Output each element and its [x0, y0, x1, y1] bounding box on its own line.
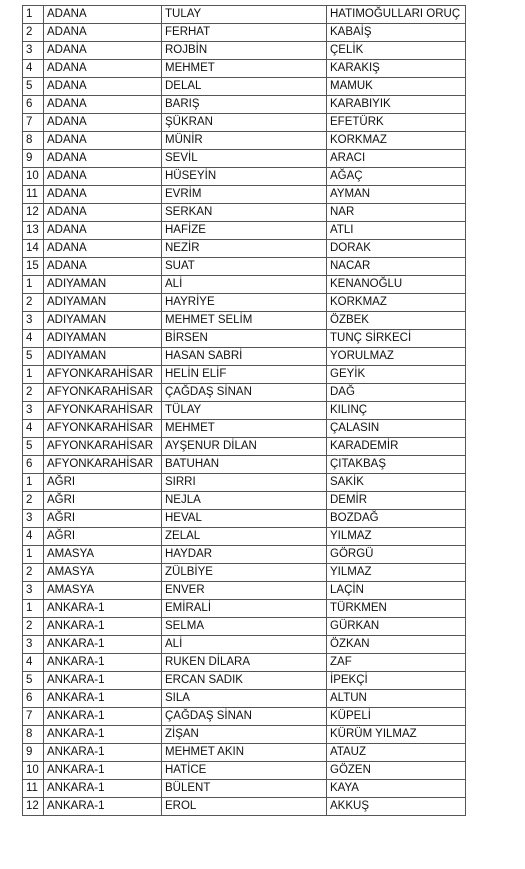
- first-name-cell: ÇAĞDAŞ SİNAN: [162, 384, 327, 402]
- first-name-cell: HELİN ELİF: [162, 366, 327, 384]
- province-cell: ADANA: [44, 204, 162, 222]
- last-name-cell: BOZDAĞ: [327, 510, 466, 528]
- first-name-cell: HAYDAR: [162, 546, 327, 564]
- province-cell: ADANA: [44, 240, 162, 258]
- province-cell: ADANA: [44, 42, 162, 60]
- row-number-cell: 5: [23, 348, 44, 366]
- table-row: [23, 582, 466, 600]
- first-name-cell: BİRSEN: [162, 330, 327, 348]
- table-row: [23, 6, 466, 24]
- last-name-cell: KÜPELİ: [327, 708, 466, 726]
- row-number-cell: 7: [23, 708, 44, 726]
- last-name-cell: GÖRGÜ: [327, 546, 466, 564]
- province-cell: ADIYAMAN: [44, 330, 162, 348]
- row-number-cell: 3: [23, 42, 44, 60]
- last-name-cell: KORKMAZ: [327, 132, 466, 150]
- province-cell: AĞRI: [44, 474, 162, 492]
- table-row: [23, 24, 466, 42]
- row-number-cell: 1: [23, 546, 44, 564]
- table-row: [23, 744, 466, 762]
- row-number-cell: 10: [23, 168, 44, 186]
- table-row: [23, 276, 466, 294]
- table-row: [23, 222, 466, 240]
- last-name-cell: YILMAZ: [327, 564, 466, 582]
- first-name-cell: MEHMET: [162, 60, 327, 78]
- last-name-cell: GÜRKAN: [327, 618, 466, 636]
- table-row: [23, 366, 466, 384]
- row-number-cell: 5: [23, 438, 44, 456]
- row-number-cell: 3: [23, 402, 44, 420]
- row-number-cell: 12: [23, 204, 44, 222]
- province-cell: ADIYAMAN: [44, 312, 162, 330]
- table-row: [23, 456, 466, 474]
- first-name-cell: DELAL: [162, 78, 327, 96]
- province-cell: ANKARA-1: [44, 762, 162, 780]
- table-row: [23, 798, 466, 816]
- table-row: [23, 780, 466, 798]
- row-number-cell: 1: [23, 366, 44, 384]
- last-name-cell: KORKMAZ: [327, 294, 466, 312]
- row-number-cell: 13: [23, 222, 44, 240]
- table-row: [23, 42, 466, 60]
- table-row: [23, 402, 466, 420]
- table-row: [23, 420, 466, 438]
- table-row: [23, 510, 466, 528]
- province-cell: ANKARA-1: [44, 672, 162, 690]
- province-cell: AĞRI: [44, 510, 162, 528]
- row-number-cell: 2: [23, 492, 44, 510]
- province-cell: AFYONKARAHİSAR: [44, 438, 162, 456]
- last-name-cell: KARABIYIK: [327, 96, 466, 114]
- row-number-cell: 2: [23, 618, 44, 636]
- table-row: [23, 564, 466, 582]
- row-number-cell: 5: [23, 78, 44, 96]
- table-row: [23, 474, 466, 492]
- table-row: [23, 312, 466, 330]
- last-name-cell: AKKUŞ: [327, 798, 466, 816]
- last-name-cell: KÜRÜM YILMAZ: [327, 726, 466, 744]
- province-cell: ADIYAMAN: [44, 294, 162, 312]
- last-name-cell: NACAR: [327, 258, 466, 276]
- table-row: [23, 618, 466, 636]
- last-name-cell: NAR: [327, 204, 466, 222]
- row-number-cell: 6: [23, 456, 44, 474]
- row-number-cell: 8: [23, 726, 44, 744]
- province-cell: ADANA: [44, 78, 162, 96]
- province-cell: ADANA: [44, 6, 162, 24]
- last-name-cell: LAÇİN: [327, 582, 466, 600]
- last-name-cell: KAYA: [327, 780, 466, 798]
- table-row: [23, 204, 466, 222]
- last-name-cell: ÇALASIN: [327, 420, 466, 438]
- province-cell: AMASYA: [44, 564, 162, 582]
- table-row: [23, 762, 466, 780]
- last-name-cell: TUNÇ SİRKECİ: [327, 330, 466, 348]
- table-row: [23, 294, 466, 312]
- first-name-cell: BÜLENT: [162, 780, 327, 798]
- first-name-cell: ÇAĞDAŞ SİNAN: [162, 708, 327, 726]
- province-cell: ADANA: [44, 222, 162, 240]
- first-name-cell: EMİRALİ: [162, 600, 327, 618]
- last-name-cell: KILINÇ: [327, 402, 466, 420]
- first-name-cell: HAYRİYE: [162, 294, 327, 312]
- first-name-cell: MEHMET SELİM: [162, 312, 327, 330]
- first-name-cell: SELMA: [162, 618, 327, 636]
- table-row: [23, 348, 466, 366]
- row-number-cell: 4: [23, 420, 44, 438]
- row-number-cell: 4: [23, 330, 44, 348]
- first-name-cell: EROL: [162, 798, 327, 816]
- first-name-cell: ZELAL: [162, 528, 327, 546]
- province-cell: ANKARA-1: [44, 690, 162, 708]
- table-row: [23, 492, 466, 510]
- first-name-cell: EVRİM: [162, 186, 327, 204]
- first-name-cell: ALİ: [162, 276, 327, 294]
- last-name-cell: DEMİR: [327, 492, 466, 510]
- row-number-cell: 9: [23, 150, 44, 168]
- last-name-cell: HATIMOĞULLARI ORUÇ: [327, 6, 466, 24]
- table-row: [23, 132, 466, 150]
- province-cell: AFYONKARAHİSAR: [44, 402, 162, 420]
- table-row: [23, 726, 466, 744]
- row-number-cell: 6: [23, 690, 44, 708]
- last-name-cell: YORULMAZ: [327, 348, 466, 366]
- province-cell: AĞRI: [44, 528, 162, 546]
- table-row: [23, 438, 466, 456]
- last-name-cell: KARADEMİR: [327, 438, 466, 456]
- row-number-cell: 8: [23, 132, 44, 150]
- table-row: [23, 258, 466, 276]
- row-number-cell: 4: [23, 654, 44, 672]
- province-cell: ADANA: [44, 60, 162, 78]
- row-number-cell: 2: [23, 24, 44, 42]
- province-cell: AMASYA: [44, 546, 162, 564]
- first-name-cell: ŞÜKRAN: [162, 114, 327, 132]
- first-name-cell: SEVİL: [162, 150, 327, 168]
- table-row: [23, 240, 466, 258]
- row-number-cell: 3: [23, 582, 44, 600]
- first-name-cell: SERKAN: [162, 204, 327, 222]
- last-name-cell: KARAKIŞ: [327, 60, 466, 78]
- first-name-cell: SILA: [162, 690, 327, 708]
- last-name-cell: AĞAÇ: [327, 168, 466, 186]
- candidate-table-body: [23, 6, 466, 816]
- province-cell: ADIYAMAN: [44, 276, 162, 294]
- province-cell: ANKARA-1: [44, 708, 162, 726]
- row-number-cell: 2: [23, 564, 44, 582]
- first-name-cell: HÜSEYİN: [162, 168, 327, 186]
- row-number-cell: 5: [23, 672, 44, 690]
- last-name-cell: YILMAZ: [327, 528, 466, 546]
- row-number-cell: 11: [23, 186, 44, 204]
- first-name-cell: ENVER: [162, 582, 327, 600]
- row-number-cell: 15: [23, 258, 44, 276]
- table-row: [23, 384, 466, 402]
- province-cell: ADANA: [44, 150, 162, 168]
- table-row: [23, 672, 466, 690]
- first-name-cell: HASAN SABRİ: [162, 348, 327, 366]
- province-cell: AFYONKARAHİSAR: [44, 420, 162, 438]
- last-name-cell: ÇELİK: [327, 42, 466, 60]
- last-name-cell: ALTUN: [327, 690, 466, 708]
- row-number-cell: 1: [23, 6, 44, 24]
- table-row: [23, 528, 466, 546]
- province-cell: ADANA: [44, 258, 162, 276]
- first-name-cell: BARIŞ: [162, 96, 327, 114]
- row-number-cell: 2: [23, 294, 44, 312]
- first-name-cell: TULAY: [162, 6, 327, 24]
- row-number-cell: 4: [23, 60, 44, 78]
- row-number-cell: 3: [23, 636, 44, 654]
- row-number-cell: 4: [23, 528, 44, 546]
- last-name-cell: ZAF: [327, 654, 466, 672]
- row-number-cell: 1: [23, 276, 44, 294]
- row-number-cell: 7: [23, 114, 44, 132]
- row-number-cell: 1: [23, 600, 44, 618]
- province-cell: AFYONKARAHİSAR: [44, 384, 162, 402]
- last-name-cell: KABAİŞ: [327, 24, 466, 42]
- province-cell: ANKARA-1: [44, 618, 162, 636]
- last-name-cell: ATLI: [327, 222, 466, 240]
- province-cell: ADIYAMAN: [44, 348, 162, 366]
- table-row: [23, 186, 466, 204]
- first-name-cell: FERHAT: [162, 24, 327, 42]
- province-cell: ANKARA-1: [44, 798, 162, 816]
- province-cell: ANKARA-1: [44, 600, 162, 618]
- first-name-cell: ERCAN SADIK: [162, 672, 327, 690]
- table-row: [23, 78, 466, 96]
- table-row: [23, 654, 466, 672]
- table-row: [23, 636, 466, 654]
- last-name-cell: ÇITAKBAŞ: [327, 456, 466, 474]
- table-row: [23, 150, 466, 168]
- table-row: [23, 96, 466, 114]
- last-name-cell: AYMAN: [327, 186, 466, 204]
- first-name-cell: ZÜLBİYE: [162, 564, 327, 582]
- first-name-cell: HEVAL: [162, 510, 327, 528]
- province-cell: ADANA: [44, 168, 162, 186]
- first-name-cell: ALİ: [162, 636, 327, 654]
- last-name-cell: ATAUZ: [327, 744, 466, 762]
- last-name-cell: EFETÜRK: [327, 114, 466, 132]
- row-number-cell: 1: [23, 474, 44, 492]
- last-name-cell: ARACI: [327, 150, 466, 168]
- first-name-cell: NEJLA: [162, 492, 327, 510]
- last-name-cell: ÖZKAN: [327, 636, 466, 654]
- province-cell: AFYONKARAHİSAR: [44, 456, 162, 474]
- row-number-cell: 2: [23, 384, 44, 402]
- first-name-cell: ZİŞAN: [162, 726, 327, 744]
- first-name-cell: MEHMET AKIN: [162, 744, 327, 762]
- province-cell: AFYONKARAHİSAR: [44, 366, 162, 384]
- first-name-cell: RUKEN DİLARA: [162, 654, 327, 672]
- province-cell: ADANA: [44, 186, 162, 204]
- first-name-cell: HATİCE: [162, 762, 327, 780]
- first-name-cell: ROJBİN: [162, 42, 327, 60]
- last-name-cell: MAMUK: [327, 78, 466, 96]
- row-number-cell: 6: [23, 96, 44, 114]
- table-row: [23, 546, 466, 564]
- last-name-cell: DAĞ: [327, 384, 466, 402]
- last-name-cell: GÖZEN: [327, 762, 466, 780]
- last-name-cell: TÜRKMEN: [327, 600, 466, 618]
- first-name-cell: HAFİZE: [162, 222, 327, 240]
- first-name-cell: TÜLAY: [162, 402, 327, 420]
- row-number-cell: 11: [23, 780, 44, 798]
- province-cell: ADANA: [44, 96, 162, 114]
- province-cell: ANKARA-1: [44, 780, 162, 798]
- row-number-cell: 3: [23, 510, 44, 528]
- province-cell: ADANA: [44, 114, 162, 132]
- candidate-table: [22, 5, 466, 816]
- province-cell: AMASYA: [44, 582, 162, 600]
- province-cell: ANKARA-1: [44, 726, 162, 744]
- province-cell: AĞRI: [44, 492, 162, 510]
- first-name-cell: SUAT: [162, 258, 327, 276]
- table-row: [23, 690, 466, 708]
- row-number-cell: 9: [23, 744, 44, 762]
- table-row: [23, 114, 466, 132]
- province-cell: ANKARA-1: [44, 654, 162, 672]
- last-name-cell: İPEKÇİ: [327, 672, 466, 690]
- province-cell: ADANA: [44, 24, 162, 42]
- last-name-cell: ÖZBEK: [327, 312, 466, 330]
- province-cell: ADANA: [44, 132, 162, 150]
- table-row: [23, 168, 466, 186]
- row-number-cell: 12: [23, 798, 44, 816]
- first-name-cell: NEZİR: [162, 240, 327, 258]
- province-cell: ANKARA-1: [44, 744, 162, 762]
- table-row: [23, 600, 466, 618]
- first-name-cell: AYŞENUR DİLAN: [162, 438, 327, 456]
- table-row: [23, 708, 466, 726]
- row-number-cell: 14: [23, 240, 44, 258]
- row-number-cell: 10: [23, 762, 44, 780]
- first-name-cell: MÜNİR: [162, 132, 327, 150]
- last-name-cell: DORAK: [327, 240, 466, 258]
- last-name-cell: KENANOĞLU: [327, 276, 466, 294]
- last-name-cell: GEYİK: [327, 366, 466, 384]
- province-cell: ANKARA-1: [44, 636, 162, 654]
- first-name-cell: BATUHAN: [162, 456, 327, 474]
- first-name-cell: MEHMET: [162, 420, 327, 438]
- table-row: [23, 60, 466, 78]
- first-name-cell: SIRRI: [162, 474, 327, 492]
- last-name-cell: SAKİK: [327, 474, 466, 492]
- row-number-cell: 3: [23, 312, 44, 330]
- table-row: [23, 330, 466, 348]
